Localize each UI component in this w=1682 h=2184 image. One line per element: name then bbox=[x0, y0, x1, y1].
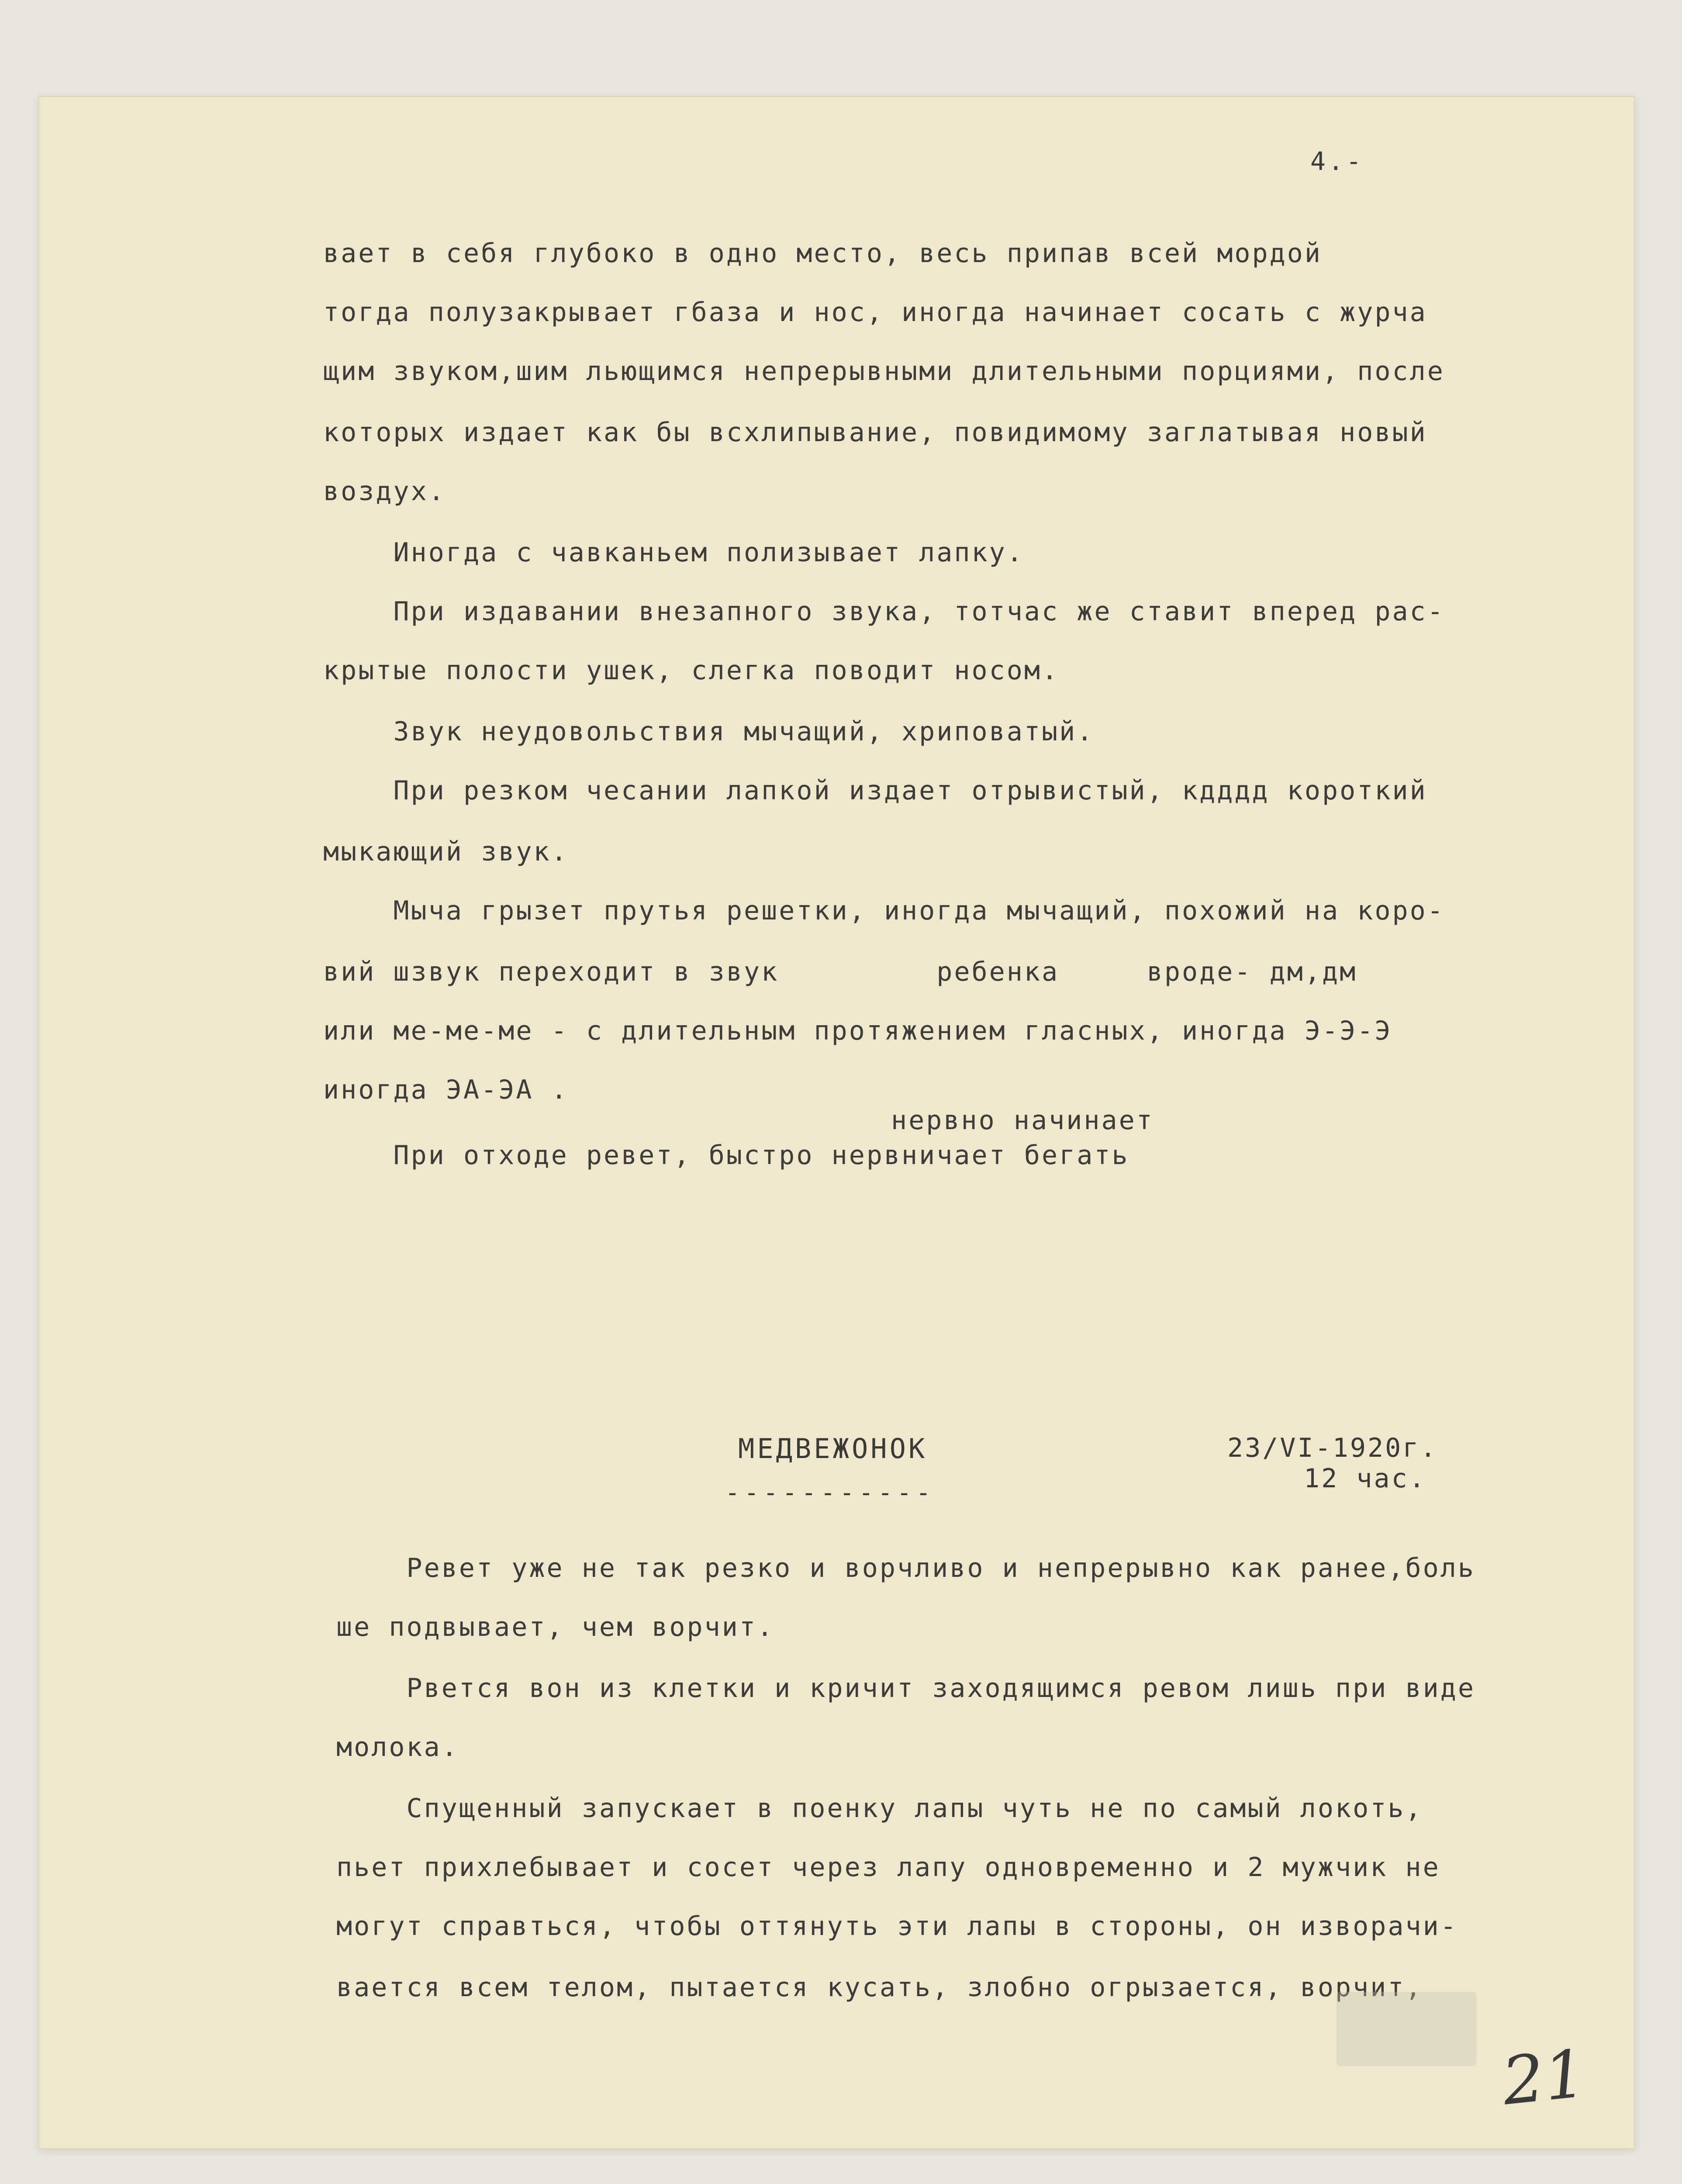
text-line: молока. bbox=[336, 1732, 459, 1762]
text-line: могут справться, чтобы оттянуть эти лапы в стороны, он изворачи- bbox=[336, 1911, 1458, 1942]
section-date: 23/VI-1920г. bbox=[1227, 1433, 1438, 1463]
text-line: Иногда с чавканьем полизывает лапку. bbox=[323, 537, 1024, 568]
text-line: вает в себя глубоко в одно место, весь припав всей мордой bbox=[323, 238, 1323, 269]
text-line: мыкающий звук. bbox=[323, 836, 569, 867]
text-line: которых издает как бы всхлипывание, повидимому заглатывая новый bbox=[323, 417, 1427, 448]
text-line: При резком чесании лапкой издает отрывистый, кдддд короткий bbox=[323, 775, 1427, 806]
text-line: иногда ЭА-ЭА . bbox=[323, 1075, 569, 1105]
text-line: Рвется вон из клетки и кричит заходящимся ревом лишь при виде bbox=[336, 1673, 1475, 1704]
text-line: Звук неудовольствия мычащий, хриповатый. bbox=[323, 716, 1095, 747]
text-line: пьет прихлебывает и сосет через лапу одновременно и 2 мужчик не bbox=[336, 1852, 1440, 1883]
section-time: 12 час. bbox=[1304, 1463, 1426, 1494]
text-line: ше подвывает, чем ворчит. bbox=[336, 1612, 775, 1642]
text-line: щим звуком,шим льющимся непрерывными длительными порциями, после bbox=[323, 356, 1445, 387]
page-number: 4.- bbox=[1310, 146, 1364, 176]
text-line: вий шзвук переходит в звук ребенка вроде- дм,дм bbox=[323, 957, 1357, 987]
text-line: Спущенный запускает в поенку лапы чуть не по самый локоть, bbox=[336, 1793, 1423, 1824]
text-line: или ме-ме-ме - с длительным протяжением гласных, иногда Э-Э-Э bbox=[323, 1016, 1392, 1046]
handwritten-folio-number: 21 bbox=[1499, 2035, 1590, 2120]
text-line: Мыча грызет прутья решетки, иногда мычащий, похожий на коро- bbox=[323, 895, 1445, 926]
section-title-underline: ----------- bbox=[725, 1479, 935, 1507]
section-title: МЕДВЕЖОНОК bbox=[738, 1433, 928, 1465]
document-page bbox=[38, 96, 1635, 2149]
text-line: Ревет уже не так резко и ворчливо и непрерывно как ранее,боль bbox=[336, 1553, 1475, 1583]
text-line: крытые полости ушек, слегка поводит носом. bbox=[323, 655, 1060, 686]
archive-stamp-mark bbox=[1337, 1992, 1476, 2066]
text-line: тогда полузакрывает гбаза и нос, иногда начинает сосать с журча bbox=[323, 297, 1427, 328]
interlinear-insertion: нервно начинает bbox=[891, 1105, 1154, 1136]
text-line: вается всем телом, пытается кусать, злобно огрызается, ворчит, bbox=[336, 1972, 1423, 2003]
text-line: воздух. bbox=[323, 476, 446, 507]
text-line: При издавании внезапного звука, тотчас же ставит вперед рас- bbox=[323, 596, 1445, 627]
text-line: При отходе ревет, быстро нервничает бегать bbox=[323, 1140, 1129, 1171]
